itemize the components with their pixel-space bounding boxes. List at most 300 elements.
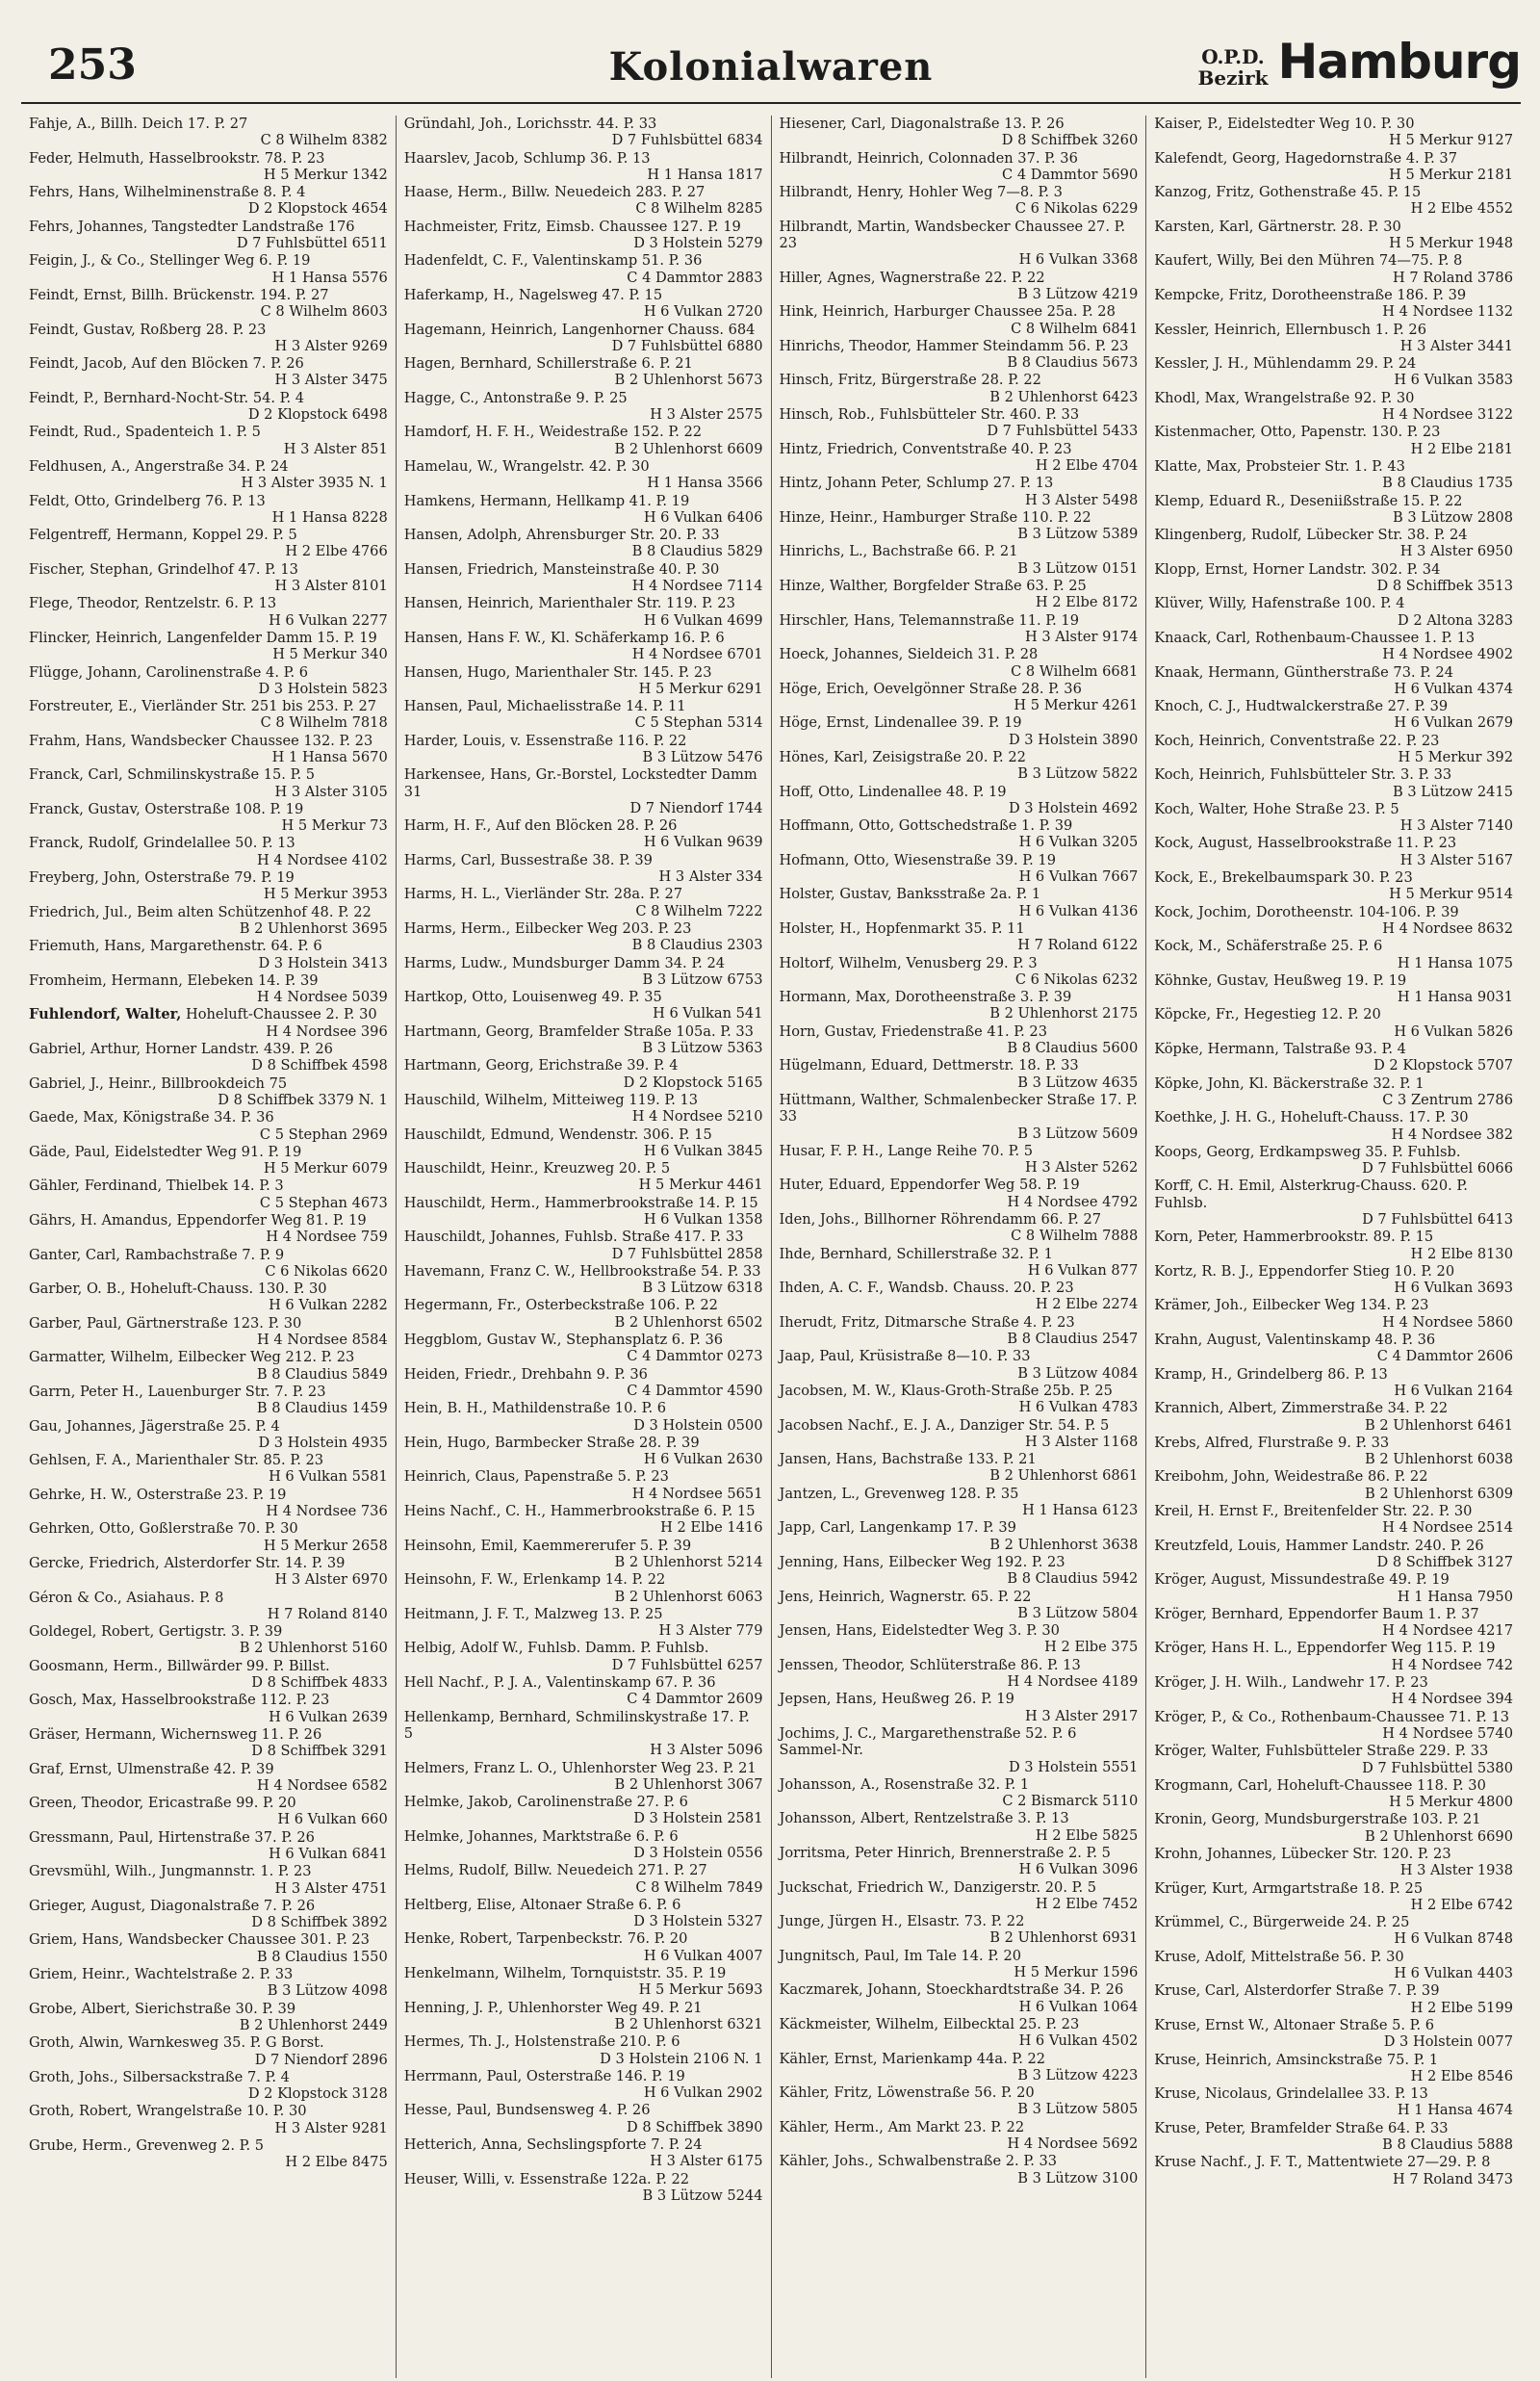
entry-address: Langenkamp 17. P. 39 xyxy=(859,1519,1016,1537)
directory-entry xyxy=(1154,801,1513,835)
directory-entry xyxy=(780,1177,1139,1210)
entry-name: Kähler, Ernst, xyxy=(779,2050,878,2067)
entry-name: Helms, Rudolf, xyxy=(403,1862,510,1879)
entry-phone: H 2 Elbe 7452 xyxy=(1035,1895,1139,1912)
entry-phone: H 6 Vulkan 2902 xyxy=(643,2084,763,2102)
entry-name: Kruse, Carl, xyxy=(1154,1982,1241,2000)
entry-name: Heinrich, Claus, xyxy=(403,1468,520,1486)
entry-address: Bundsensweg 4. P. 26 xyxy=(496,2102,651,2119)
entry-name: Fuhlendorf, Walter, xyxy=(29,1006,182,1023)
entry-name: Kock, Jochim, xyxy=(1154,903,1252,920)
entry-phone: C 8 Wilhelm 8285 xyxy=(635,200,763,218)
directory-entry xyxy=(404,1571,763,1605)
entry-address: Beim alten Schützenhof 48. P. 22 xyxy=(137,903,372,920)
entry-address: Horner Landstr. 439. P. 26 xyxy=(144,1041,333,1058)
entry-phone: H 6 Vulkan 4502 xyxy=(1018,2032,1139,2050)
entry-name: Kreutzfeld, Louis, xyxy=(1154,1537,1281,1554)
entry-name: Kröger, August, xyxy=(1154,1571,1267,1589)
entry-address: Tangstedter Landstraße 176 xyxy=(152,218,355,235)
entry-name: Hansen, Hugo, xyxy=(403,663,511,681)
directory-entry xyxy=(404,1126,763,1160)
entry-phone: D 7 Fuhlsbüttel 6413 xyxy=(1362,1211,1513,1228)
entry-phone: H 3 Alster 7140 xyxy=(1399,817,1513,835)
entry-phone: H 3 Alster 8101 xyxy=(274,578,388,595)
entry-phone: D 3 Holstein 3890 xyxy=(1008,731,1139,748)
entry-address: Zeisigstraße 20. P. 22 xyxy=(872,748,1026,765)
entry-address: Asiahaus. P. 8 xyxy=(126,1589,224,1606)
entry-phone: B 8 Claudius 5829 xyxy=(631,543,763,560)
entry-phone: H 4 Nordsee 1132 xyxy=(1382,303,1513,321)
entry-name: Kaufert, Willy, xyxy=(1154,252,1256,270)
entry-name: Iden, Johs., xyxy=(779,1211,860,1228)
entry-phone: H 4 Nordsee 5860 xyxy=(1382,1313,1513,1331)
entry-name: Griem, Hans, xyxy=(29,1931,124,1949)
entry-address: Hudtwalckerstraße 27. P. 39 xyxy=(1245,698,1449,715)
entry-phone: B 3 Lützow 0151 xyxy=(1017,559,1139,577)
entry-phone: D 8 Schiffbek 3890 xyxy=(627,2118,763,2135)
entry-address: Carolinenstraße 27. P. 6 xyxy=(517,1794,688,1811)
directory-entry xyxy=(780,441,1139,475)
directory-entry xyxy=(780,1589,1139,1622)
entry-name: Feldt, Otto, xyxy=(29,492,111,509)
entry-address: Bernhard-Nocht-Str. 54. P. 4 xyxy=(103,389,305,406)
entry-name: Hagen, Bernhard, xyxy=(403,355,532,373)
entry-address: Wandsbecker Chaussee 27. P. 23 xyxy=(779,218,1126,252)
entry-phone: C 8 Wilhelm 7849 xyxy=(635,1878,763,1896)
directory-entry xyxy=(1154,184,1513,218)
directory-entry xyxy=(1154,355,1513,389)
directory-entry xyxy=(404,664,763,698)
entry-address: Amsinckstraße 75. P. 1 xyxy=(1275,2051,1439,2068)
directory-entry xyxy=(404,1760,763,1794)
entry-phone: H 1 Hansa 7950 xyxy=(1397,1588,1513,1605)
directory-entry xyxy=(780,749,1139,783)
entry-name: Gräser, Hermann, xyxy=(29,1725,157,1743)
entry-address: Hellkamp 41. P. 19 xyxy=(555,492,690,509)
entry-name: Heiden, Friedr., xyxy=(403,1365,517,1383)
entry-name: Krämer, Joh., xyxy=(1154,1297,1248,1314)
directory-entry xyxy=(404,2171,763,2205)
entry-phone: C 4 Dammtor 5690 xyxy=(1002,166,1139,183)
entry-address: Mundsburger Damm 34. P. 24 xyxy=(511,954,726,971)
entry-name: Ihden, A. C. F., xyxy=(779,1280,885,1297)
directory-entry xyxy=(29,1623,388,1657)
entry-phone: C 4 Dammtor 2883 xyxy=(627,269,763,286)
entry-phone: D 7 Fuhlsbüttel 2858 xyxy=(611,1245,763,1262)
directory-entry xyxy=(780,303,1139,337)
district-label-line-2: Bezirk xyxy=(1197,66,1269,90)
entry-address: Dorotheenstraße 186. P. 39 xyxy=(1271,286,1467,303)
entry-address: Silbersackstraße 7. P. 4 xyxy=(122,2068,290,2085)
directory-entry xyxy=(29,1555,388,1589)
entry-phone: C 3 Zentrum 2786 xyxy=(1382,1091,1513,1108)
entry-address: Eilbecker Weg 212. P. 23 xyxy=(177,1349,355,1366)
entry-address: Schmalenbecker Straße 17. P. 33 xyxy=(779,1091,1138,1126)
entry-address: Wrangelstraße 10. P. 30 xyxy=(136,2103,307,2120)
directory-entry xyxy=(780,2084,1139,2118)
entry-address: Stoeckhardtstraße 34. P. 26 xyxy=(926,1981,1124,1999)
entry-phone: H 4 Nordsee 5740 xyxy=(1382,1724,1513,1742)
directory-entry xyxy=(404,1674,763,1708)
entry-phone: B 2 Uhlenhorst 6309 xyxy=(1365,1485,1513,1502)
directory-entry xyxy=(780,1143,1139,1177)
entry-phone: H 6 Vulkan 2679 xyxy=(1394,714,1513,732)
entry-address: Barmbecker Straße 28. P. 39 xyxy=(495,1434,700,1451)
entry-name: Hirschler, Hans, xyxy=(779,611,895,629)
entry-phone: H 5 Merkur 2658 xyxy=(263,1537,388,1554)
entry-name: Kähler, Herm., xyxy=(779,2118,884,2135)
entry-phone: C 6 Nikolas 6620 xyxy=(265,1262,388,1280)
entry-address: Borgfelder Straße 63. P. 25 xyxy=(892,578,1087,595)
entry-address: Brennerstraße 2. P. 5 xyxy=(960,1844,1111,1861)
directory-entry xyxy=(404,698,763,732)
directory-entry xyxy=(404,2000,763,2033)
entry-address: Eppendorfer Weg 58. P. 19 xyxy=(889,1177,1080,1194)
entry-name: Kröger, Bernhard, xyxy=(1154,1605,1284,1622)
entry-address: Krüsistraße 8—10. P. 33 xyxy=(859,1348,1031,1365)
directory-entry xyxy=(780,1776,1139,1810)
entry-address: Landwehr 17. P. 23 xyxy=(1291,1674,1428,1692)
directory-entry xyxy=(1154,698,1513,732)
directory-entry xyxy=(780,1725,1139,1775)
entry-phone: H 5 Merkur 1948 xyxy=(1389,235,1513,252)
entry-name: Krebs, Alfred, xyxy=(1154,1434,1254,1451)
directory-entry xyxy=(780,1554,1139,1588)
directory-entry xyxy=(1154,1640,1513,1673)
entry-name: Helmers, Franz L. O., xyxy=(403,1759,557,1776)
entry-address: Harburger Chaussee 25a. P. 28 xyxy=(893,303,1116,321)
entry-phone: D 8 Schiffbek 4833 xyxy=(251,1674,388,1692)
directory-entry xyxy=(404,2102,763,2135)
entry-phone: H 6 Vulkan 7667 xyxy=(1018,868,1139,886)
entry-name: Flügge, Johann, xyxy=(29,663,141,681)
entry-phone: B 3 Lützow 5476 xyxy=(642,748,763,765)
entry-address: Rentzelstraße 3. P. 13 xyxy=(913,1810,1069,1827)
entry-phone: C 4 Dammtor 2609 xyxy=(627,1691,763,1708)
entry-address: Vierländer Str. 251 bis 253. P. 27 xyxy=(141,698,377,715)
entry-address: Billhorner Röhrendamm 66. P. 27 xyxy=(863,1211,1102,1228)
entry-phone: H 5 Merkur 5693 xyxy=(638,1981,763,1999)
entry-address: Langenhorner Chauss. 684 xyxy=(561,321,756,338)
entry-name: Garber, Paul, xyxy=(29,1314,122,1332)
entry-phone: H 3 Alster 851 xyxy=(283,440,388,457)
entry-name: Köhnke, Gustav, xyxy=(1154,971,1270,989)
entry-name: Heitmann, J. F. T., xyxy=(403,1605,530,1622)
entry-phone: D 2 Altona 3283 xyxy=(1398,611,1513,629)
directory-column-4 xyxy=(1146,116,1521,2378)
entry-phone: H 6 Vulkan 4136 xyxy=(1018,902,1139,919)
entry-address: Im Tale 14. P. 20 xyxy=(903,1947,1022,1964)
directory-entry xyxy=(1154,1435,1513,1468)
directory-column-1 xyxy=(21,116,397,2378)
entry-phone: H 6 Vulkan 2282 xyxy=(269,1297,388,1314)
entry-name: Harder, Louis, xyxy=(403,732,506,749)
directory-entry xyxy=(780,612,1139,646)
entry-address: Auf den Blöcken 28. P. 26 xyxy=(496,817,678,835)
entry-address: Kl. Bäckerstraße 32. P. 1 xyxy=(1248,1074,1424,1092)
entry-name: Kröger, Walter, xyxy=(1154,1743,1262,1760)
entry-address: Lauenburger Str. 7. P. 23 xyxy=(147,1383,326,1400)
entry-address: Osterstraße 23. P. 19 xyxy=(136,1486,287,1503)
directory-entry xyxy=(780,1246,1139,1280)
entry-phone: H 7 Roland 3786 xyxy=(1393,269,1513,286)
directory-entry xyxy=(29,1212,388,1246)
entry-phone: H 7 Roland 6122 xyxy=(1017,937,1139,954)
entry-phone: B 2 Uhlenhorst 6461 xyxy=(1365,1416,1513,1434)
directory-entry xyxy=(1154,1297,1513,1331)
entry-name: Hesse, Paul, xyxy=(403,2102,492,2119)
entry-address: Koppel 29. P. 5 xyxy=(192,527,297,544)
directory-entry xyxy=(1154,972,1513,1006)
entry-name: Jacobsen Nachf., E. J. A., xyxy=(779,1416,956,1434)
entry-name: Hell Nachf., P. J. A., xyxy=(403,1674,542,1692)
directory-entry xyxy=(1154,390,1513,424)
entry-name: Husar, F. P. H., xyxy=(779,1142,884,1159)
entry-phone: B 2 Uhlenhorst 6038 xyxy=(1365,1451,1513,1468)
entry-name: Hoeck, Johannes, xyxy=(779,646,904,663)
entry-name: Käckmeister, Wilhelm, xyxy=(779,2015,939,2032)
directory-entry xyxy=(404,1606,763,1640)
directory-entry xyxy=(1154,1041,1513,1074)
directory-entry xyxy=(29,390,388,424)
directory-entry xyxy=(1154,630,1513,663)
entry-phone: H 4 Nordsee 5692 xyxy=(1007,2135,1139,2153)
district-city: Hamburg xyxy=(1277,34,1521,90)
entry-address: Eilbecktal 25. P. 23 xyxy=(942,2015,1080,2032)
entry-address: Billw. Neuedeich 271. P. 27 xyxy=(513,1862,707,1879)
entry-phone: D 8 Schiffbek 3379 N. 1 xyxy=(218,1091,388,1108)
entry-name: Hönes, Karl, xyxy=(779,748,868,765)
directory-columns xyxy=(21,116,1521,2378)
entry-name: Hauschildt, Edmund, xyxy=(403,1126,555,1143)
directory-entry xyxy=(1154,1982,1513,2016)
entry-address: Dettmerstr. 18. P. 33 xyxy=(932,1057,1079,1074)
directory-entry xyxy=(29,1692,388,1725)
directory-entry xyxy=(404,2033,763,2067)
entry-phone: B 2 Uhlenhorst 5214 xyxy=(614,1553,763,1570)
directory-entry xyxy=(404,390,763,424)
entry-name: Hofmann, Otto, xyxy=(779,851,890,868)
entry-name: Gähler, Ferdinand, xyxy=(29,1178,163,1195)
entry-address: Diagonalstraße 13. P. 26 xyxy=(890,116,1065,132)
entry-phone: C 5 Stephan 5314 xyxy=(634,714,763,732)
directory-entry xyxy=(1154,766,1513,800)
entry-phone: B 3 Lützow 3100 xyxy=(1017,2169,1139,2187)
entry-name: Freyberg, John, xyxy=(29,869,141,887)
directory-entry xyxy=(404,219,763,252)
directory-entry xyxy=(29,1418,388,1452)
entry-address: Lübecker Str. 38. P. 24 xyxy=(1306,527,1468,544)
entry-phone: H 3 Alster 9281 xyxy=(274,2119,388,2136)
directory-entry xyxy=(29,595,388,629)
entry-phone: D 3 Holstein 5279 xyxy=(633,235,763,252)
entry-address: Hammerbrookstraße 14. P. 15 xyxy=(544,1194,758,1211)
directory-entry xyxy=(1154,1366,1513,1400)
entry-address: Friedenstraße 41. P. 23 xyxy=(881,1022,1047,1040)
entry-name: Hamelau, W., xyxy=(403,457,499,475)
entry-address: Hohler Weg 7—8. P. 3 xyxy=(908,184,1063,201)
entry-name: Griem, Heinr., xyxy=(29,1966,131,1983)
entry-name: Feindt, Ernst, xyxy=(29,286,127,303)
entry-phone: H 5 Merkur 392 xyxy=(1398,748,1513,765)
entry-address: Gottschedstraße 1. P. 39 xyxy=(898,817,1073,835)
entry-address: Lange Reihe 70. P. 5 xyxy=(887,1142,1034,1159)
entry-name: Henkelmann, Wilhelm, xyxy=(403,1965,567,1982)
entry-address: Gertigstr. 3. P. 39 xyxy=(158,1623,283,1641)
entry-name: Jorritsma, Peter Hinrich, xyxy=(779,1844,956,1861)
entry-name: Juckschat, Friedrich W., xyxy=(779,1878,949,1896)
directory-entry xyxy=(780,150,1139,184)
entry-address: Marienkamp 44a. P. 22 xyxy=(882,2050,1046,2067)
entry-address: Wiesenstraße 39. P. 19 xyxy=(893,851,1056,868)
entry-name: Hauschildt, Heinr., xyxy=(403,1160,539,1178)
entry-name: Jensen, Hans, xyxy=(779,1622,878,1640)
entry-phone: B 3 Lützow 4223 xyxy=(1017,2066,1139,2083)
entry-address: Margarethenstr. 64. P. 6 xyxy=(149,938,322,955)
entry-name: Hansen, Friedrich, xyxy=(403,560,538,578)
directory-entry xyxy=(29,184,388,218)
directory-entry xyxy=(29,116,388,149)
directory-entry xyxy=(780,219,1139,269)
directory-entry xyxy=(404,852,763,886)
entry-name: Knaak, Hermann, xyxy=(1154,663,1280,681)
entry-address: Mathildenstraße 10. P. 6 xyxy=(492,1400,667,1417)
entry-name: Goosmann, Herm., xyxy=(29,1657,163,1674)
entry-address: Antonstraße 9. P. 25 xyxy=(483,389,628,406)
directory-entry xyxy=(1154,869,1513,903)
entry-name: Holster, Gustav, xyxy=(779,886,892,903)
entry-name: Hansen, Hans F. W., xyxy=(403,629,547,646)
entry-address: Margarethenstraße 52. P. 6 Sammel-Nr. xyxy=(779,1724,1077,1759)
entry-address: Erlenkamp 14. P. 22 xyxy=(523,1571,666,1589)
entry-phone: H 5 Merkur 4461 xyxy=(638,1177,763,1194)
directory-entry xyxy=(780,784,1139,817)
page-number: 253 xyxy=(48,40,137,90)
directory-entry xyxy=(1154,1811,1513,1845)
entry-address: Hammerbrookstraße 6. P. 15 xyxy=(550,1503,756,1520)
entry-name: Hiesener, Carl, xyxy=(779,116,886,132)
entry-phone: H 4 Nordsee 4189 xyxy=(1007,1673,1139,1691)
directory-entry xyxy=(404,1297,763,1331)
entry-phone: D 8 Schiffbek 3260 xyxy=(1001,132,1139,149)
entry-address: Grevenweg 128. P. 35 xyxy=(863,1485,1019,1502)
directory-entry xyxy=(404,1435,763,1468)
entry-name: Kruse Nachf., J. F. T., xyxy=(1154,2154,1303,2171)
entry-phone: B 8 Claudius 5673 xyxy=(1007,354,1139,372)
entry-address: Alsterkrug-Chauss. 620. P. Fuhlsb. xyxy=(1154,1178,1468,1211)
directory-entry xyxy=(1154,116,1513,149)
directory-entry xyxy=(780,116,1139,149)
directory-entry xyxy=(29,1863,388,1897)
entry-address: Marienthaler Str. 85. P. 23 xyxy=(135,1452,324,1469)
directory-entry xyxy=(29,664,388,698)
entry-address: Eppendorfer Baum 1. P. 37 xyxy=(1287,1605,1479,1622)
entry-name: Gründahl, Joh., xyxy=(403,116,512,132)
entry-address: Tornquiststr. 35. P. 19 xyxy=(571,1965,727,1982)
entry-name: Hink, Heinrich, xyxy=(779,303,889,321)
entry-phone: H 6 Vulkan 2630 xyxy=(643,1451,763,1468)
entry-phone: H 3 Alster 6970 xyxy=(274,1571,388,1589)
entry-address: Am Markt 23. P. 22 xyxy=(887,2118,1025,2135)
directory-entry xyxy=(404,1332,763,1365)
entry-address: Thielbek 14. P. 3 xyxy=(166,1178,284,1195)
entry-address: Danziger Str. 54. P. 5 xyxy=(959,1416,1110,1434)
district-block xyxy=(1197,35,1521,89)
entry-phone: C 8 Wilhelm 7888 xyxy=(1011,1228,1139,1245)
entry-address: Mühlendamm 29. P. 24 xyxy=(1252,355,1417,373)
entry-name: Grobe, Albert, xyxy=(29,2000,131,2017)
entry-phone: H 6 Vulkan 5826 xyxy=(1394,1022,1513,1040)
directory-entry xyxy=(404,2136,763,2170)
entry-phone: C 6 Nikolas 6229 xyxy=(1014,200,1139,218)
directory-entry xyxy=(780,1092,1139,1142)
entry-address: Bürgerweide 24. P. 25 xyxy=(1252,1914,1410,1931)
entry-address: Weidestraße 152. P. 22 xyxy=(539,424,703,441)
entry-phone: C 6 Nikolas 6232 xyxy=(1014,971,1139,988)
directory-column-3 xyxy=(772,116,1147,2378)
directory-entry xyxy=(404,458,763,492)
directory-entry xyxy=(1154,2154,1513,2187)
entry-phone: B 3 Lützow 5804 xyxy=(1017,1604,1139,1621)
section-title: Kolonialwaren xyxy=(608,44,934,90)
entry-name: Hiller, Agnes, xyxy=(779,269,876,286)
entry-name: Grevsmühl, Wilh., xyxy=(29,1863,157,1880)
entry-phone: C 8 Wilhelm 8382 xyxy=(260,132,388,149)
entry-address: Papenstr. 130. P. 23 xyxy=(1300,424,1441,441)
directory-entry xyxy=(780,2119,1139,2153)
entry-name: Gaede, Max, xyxy=(29,1109,118,1126)
entry-name: Kruse, Adolf, xyxy=(1154,1948,1246,1965)
entry-phone: H 1 Hansa 8228 xyxy=(271,508,388,526)
entry-phone: H 2 Elbe 4552 xyxy=(1410,200,1513,218)
entry-address: Schlump 36. P. 13 xyxy=(523,149,651,167)
entry-address: Ellernbusch 1. P. 26 xyxy=(1285,321,1426,338)
directory-entry xyxy=(780,1845,1139,1878)
entry-phone: D 3 Holstein 0556 xyxy=(633,1844,763,1861)
directory-entry xyxy=(29,1590,388,1623)
entry-phone: H 2 Elbe 4704 xyxy=(1035,456,1139,474)
entry-phone: H 4 Nordsee 6701 xyxy=(631,646,763,663)
entry-address: Fuhlsbütteler Straße 229. P. 33 xyxy=(1265,1743,1489,1760)
entry-address: v. Essenstraße 122a. P. 22 xyxy=(503,2170,690,2187)
entry-address: Gr.-Borstel, Lockstedter Damm 31 xyxy=(403,766,757,800)
entry-name: Kaczmarek, Johann, xyxy=(779,1981,922,1999)
entry-name: Hauschildt, Johannes, xyxy=(403,1229,560,1246)
entry-name: Feldhusen, A., xyxy=(29,457,131,475)
entry-name: Gehrken, Otto, xyxy=(29,1520,135,1538)
entry-phone: H 4 Nordsee 5651 xyxy=(631,1485,763,1502)
directory-entry xyxy=(1154,835,1513,868)
directory-entry xyxy=(1154,1075,1513,1109)
directory-entry xyxy=(1154,2017,1513,2051)
entry-phone: H 3 Alster 5167 xyxy=(1399,851,1513,868)
entry-name: Koethke, J. H. G., xyxy=(1154,1109,1276,1126)
entry-name: Kessler, Heinrich, xyxy=(1154,321,1281,338)
directory-entry xyxy=(29,2001,388,2034)
entry-phone: B 8 Claudius 5942 xyxy=(1007,1570,1139,1588)
entry-phone: H 5 Merkur 73 xyxy=(281,817,388,835)
entry-address: Löwenstraße 56. P. 20 xyxy=(877,2084,1035,2102)
entry-address: Osterstraße 79. P. 19 xyxy=(144,869,295,887)
directory-entry xyxy=(1154,733,1513,766)
entry-phone: H 4 Nordsee 8632 xyxy=(1382,919,1513,937)
entry-address: Dorotheenstraße 3. P. 39 xyxy=(894,989,1072,1006)
directory-entry xyxy=(780,1879,1139,1913)
entry-phone: D 3 Holstein 4935 xyxy=(258,1434,388,1451)
entry-phone: B 3 Lützow 4098 xyxy=(267,1982,388,2000)
directory-entry xyxy=(780,920,1139,954)
entry-name: Feindt, Gustav, xyxy=(29,321,136,338)
